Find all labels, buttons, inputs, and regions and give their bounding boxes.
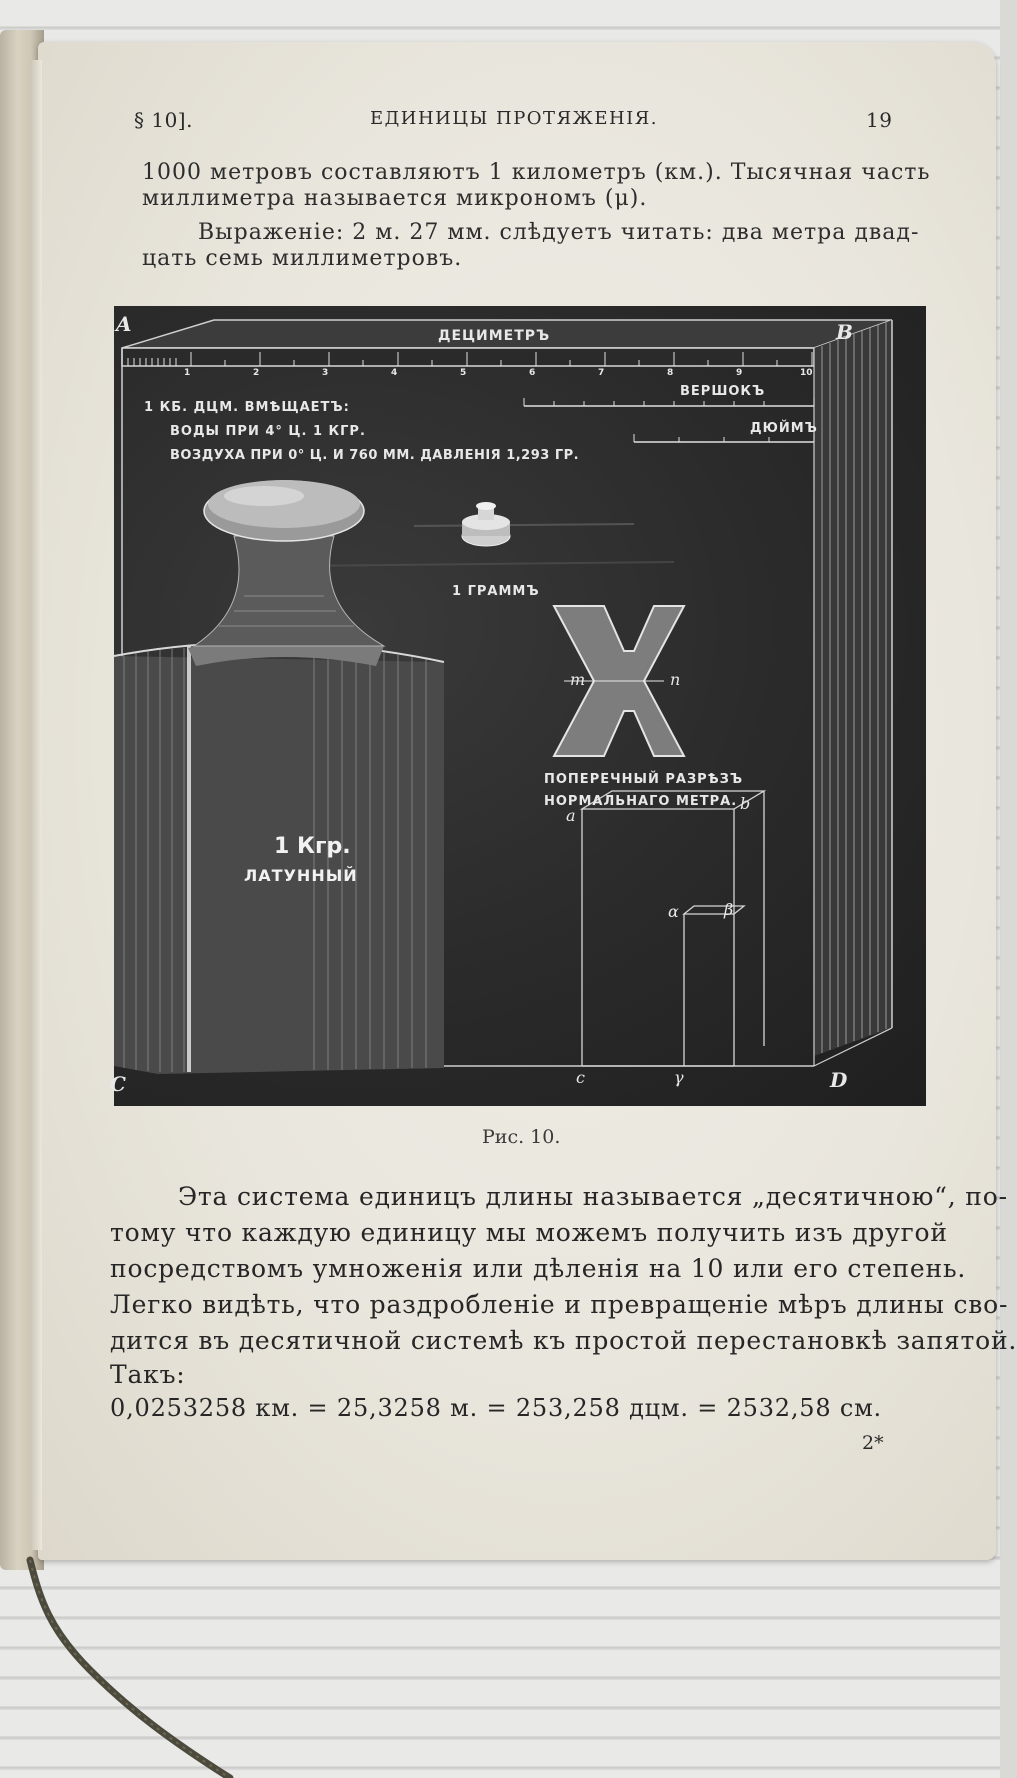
tick-8: 8 — [667, 368, 674, 378]
body-line-5: дится въ десятичной системѣ къ простой перестановкѣ запятой. — [110, 1326, 1017, 1355]
kg-label: 1 Кгр. — [274, 834, 351, 859]
section-m-label: m — [570, 670, 586, 689]
section-number: § 10]. — [134, 108, 193, 132]
intro-line-1: 1000 метровъ составляютъ 1 километръ (км.). Тысячная часть — [142, 160, 931, 185]
corner-b-label: B — [836, 320, 853, 344]
figure-plate — [110, 306, 926, 1106]
cube-beta-label: β — [724, 900, 734, 919]
tick-2: 2 — [253, 368, 260, 378]
body-line-6: Такъ: — [110, 1360, 186, 1389]
box-side-face — [814, 320, 892, 1056]
section-caption-1: ПОПЕРЕЧНЫЙ РАЗРѢЗЪ — [544, 772, 744, 787]
cube-c-label: c — [576, 1068, 585, 1087]
cube-a-label: a — [566, 806, 576, 825]
vershok-label: ВЕРШОКЪ — [680, 384, 766, 399]
body-line-4: Легко видѣть, что раздробленiе и превращенiе мѣръ длины сво- — [110, 1290, 1009, 1319]
corner-d-label: D — [830, 1068, 848, 1092]
cube-b-label: b — [740, 794, 751, 813]
signature-mark: 2* — [862, 1432, 884, 1454]
kg-weight-body — [114, 656, 444, 1074]
brass-label: ЛАТУННЫЙ — [244, 866, 358, 885]
tick-4: 4 — [391, 368, 398, 378]
cube-alpha-label: α — [668, 902, 679, 921]
page-number: 19 — [866, 108, 893, 132]
cube-info-line-1: 1 КБ. ДЦМ. ВМѢЩАЕТЪ: — [144, 400, 350, 415]
running-title: ЕДИНИЦЫ ПРОТЯЖЕНIЯ. — [370, 108, 659, 129]
corner-c-label: C — [110, 1072, 126, 1096]
figure-caption: Рис. 10. — [482, 1126, 561, 1148]
cube-gamma-label: γ — [674, 1068, 684, 1087]
decimeter-title: ДЕЦИМЕТРЪ — [438, 328, 551, 344]
section-n-label: n — [670, 670, 681, 689]
body-line-2: тому что каждую единицу мы можемъ получить изъ другой — [110, 1218, 948, 1247]
intro-line-3: Выраженiе: 2 м. 27 мм. слѣдуетъ читать: два метра двад- — [198, 220, 920, 245]
gram-label: 1 ГРАММЪ — [452, 584, 540, 599]
cube-info-line-2: ВОДЫ ПРИ 4° Ц. 1 КГР. — [170, 424, 366, 439]
intro-line-2: миллиметра называется микрономъ (μ). — [142, 186, 648, 211]
tick-9: 9 — [736, 368, 743, 378]
cube-info-line-3: ВОЗДУХА ПРИ 0° Ц. И 760 ММ. ДАВЛЕНIЯ 1,293 ГР. — [170, 448, 580, 463]
body-line-1: Эта система единицъ длины называется „десятичною“, по- — [178, 1182, 1008, 1211]
corner-a-label: A — [116, 312, 132, 336]
body-line-3: посредствомъ умноженiя или дѣленiя на 10 или его степень. — [110, 1254, 967, 1283]
decimeter-ruler — [122, 348, 814, 366]
intro-line-4: цать семь миллиметровъ. — [142, 246, 463, 271]
bookmark-thread — [20, 1560, 240, 1778]
inch-label: ДЮЙМЪ — [750, 421, 818, 436]
section-caption-2: НОРМАЛЬНАГО МЕТРА. — [544, 794, 738, 809]
tick-7: 7 — [598, 368, 605, 378]
tick-10: 10 — [800, 368, 813, 378]
tick-6: 6 — [529, 368, 536, 378]
body-line-7: 0,0253258 км. = 25,3258 м. = 253,258 дцм. = 2532,58 см. — [110, 1394, 882, 1422]
kg-weight-neck — [194, 536, 384, 646]
cube-drawing — [582, 791, 764, 1066]
tick-1: 1 — [184, 368, 191, 378]
tick-3: 3 — [322, 368, 329, 378]
tick-5: 5 — [460, 368, 467, 378]
page-edge — [30, 60, 42, 1550]
